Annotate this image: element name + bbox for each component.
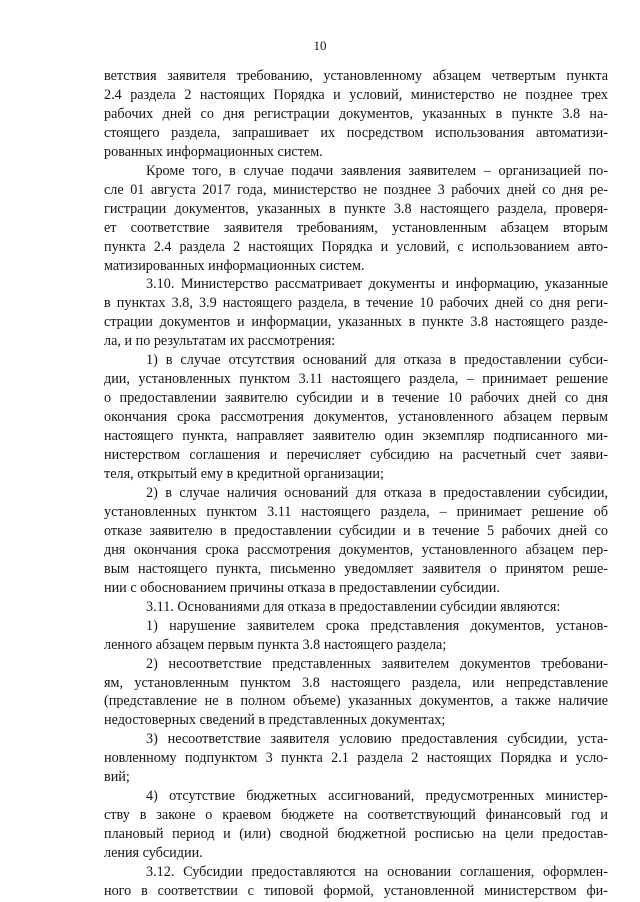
document-body	[104, 67, 608, 901]
text-line: настоящего пункта, направляет заявителю один экземпляр подписанного ми-	[104, 428, 608, 445]
text-line: 1) нарушение заявителем срока представления документов, установ-	[146, 617, 608, 634]
text-line: ла, и по результатам их рассмотрения:	[104, 333, 336, 350]
paragraph	[104, 617, 608, 655]
text-line: ления субсидии.	[104, 845, 203, 862]
text-line: матизированных информационных систем.	[104, 257, 365, 274]
text-line: 3.12. Субсидии предоставляются на основании соглашения, оформлен-	[146, 864, 608, 881]
text-line: Кроме того, в случае подачи заявления заявителем – организацией по-	[146, 162, 608, 179]
text-line: вым настоящего пункта, письменно уведомляет заявителя о принятом реше-	[104, 560, 608, 577]
text-line: ветствия заявителя требованию, установленному абзацем четвертым пункта	[104, 68, 608, 84]
text-line: страции документов и информации, указанных в пункте 3.8 настоящего разде-	[104, 314, 608, 331]
text-line: плановый период и (или) сводной бюджетной росписью на цели предостав-	[104, 826, 608, 843]
text-line: о предоставлении заявителю субсидии и в течение 10 рабочих дней со дня	[104, 390, 608, 407]
text-line: отказе заявителю в предоставлении субсидии и в течение 5 рабочих дней со	[104, 522, 608, 539]
text-line: 4) отсутствие бюджетных ассигнований, предусмотренных министер-	[146, 788, 608, 805]
paragraph	[104, 655, 608, 731]
text-line: ленного абзацем первым пункта 3.8 настоящего раздела;	[104, 636, 447, 653]
text-line: нии с обоснованием причины отказа в предоставлении субсидии.	[104, 579, 500, 596]
text-line: сле 01 августа 2017 года, министерство не позднее 3 рабочих дней со дня ре-	[104, 181, 608, 198]
text-line: в пунктах 3.8, 3.9 настоящего раздела, в течение 10 рабочих дней со дня реги-	[104, 295, 608, 312]
text-line: окончания срока рассмотрения документов, установленного абзацем первым	[104, 409, 608, 426]
text-line: дня окончания срока рассмотрения документов, установленного абзацем пер-	[104, 541, 608, 558]
paragraph	[104, 598, 608, 617]
text-line: ям, установленным пунктом 3.8 настоящего раздела, или непредставление	[104, 674, 608, 691]
text-line: вий;	[104, 769, 130, 786]
text-line: ству в законе о краевом бюджете на соответствующий финансовый год и	[104, 807, 608, 824]
text-line: пункта 2.4 раздела 2 настоящих Порядка и условий, с использованием авто-	[104, 238, 608, 255]
text-line: 1) в случае отсутствия оснований для отказа в предоставлении субси-	[146, 352, 608, 369]
text-line: новленному подпунктом 3 пункта 2.1 раздела 2 настоящих Порядка и усло-	[104, 750, 608, 767]
text-line: теля, открытый ему в кредитной организации;	[104, 466, 384, 483]
text-line: гистрации документов, указанных в пункте 3.8 настоящего раздела, проверя-	[104, 200, 608, 217]
text-line: нистерством соглашения и перечисляет субсидию на расчетный счет заяви-	[104, 447, 608, 464]
text-line: 3.10. Министерство рассматривает документы и информацию, указанные	[146, 276, 608, 293]
text-line: 3) несоответствие заявителя условию предоставления субсидии, уста-	[146, 731, 608, 748]
text-line: 2) в случае наличия оснований для отказа в предоставлении субсидии,	[146, 484, 608, 501]
paragraph	[104, 67, 608, 162]
paragraph	[104, 730, 608, 787]
page-number: 10	[313, 38, 327, 53]
text-line: 3.11. Основаниями для отказа в предоставлении субсидии являются:	[146, 598, 561, 615]
paragraph	[104, 162, 608, 276]
text-line: стоящего раздела, запрашивает их посредством использования автоматизи-	[104, 124, 608, 141]
text-line: 2.4 раздела 2 настоящих Порядка и условий, министерство не позднее трех	[104, 86, 608, 103]
text-line: (представление не в полном объеме) указанных документов, а также наличие	[104, 693, 608, 710]
text-line: ет соответствие заявителя требованиям, установленным абзацем вторым	[104, 219, 608, 236]
text-line: рованных информационных систем.	[104, 143, 323, 160]
text-line: установленных пунктом 3.11 настоящего раздела, – принимает решение об	[104, 503, 608, 520]
paragraph	[104, 863, 608, 901]
paragraph	[104, 351, 608, 484]
paragraph	[104, 275, 608, 351]
paragraph	[104, 484, 608, 598]
paragraph	[104, 787, 608, 863]
text-line: рабочих дней со дня регистрации документов, указанных в пункте 3.8 на-	[104, 105, 608, 122]
text-line: 2) несоответствие представленных заявителем документов требовани-	[146, 655, 608, 672]
text-line: дии, установленных пунктом 3.11 настоящего раздела, – принимает решение	[104, 371, 608, 388]
text-line: ного в соответствии с типовой формой, установленной министерством фи-	[104, 882, 608, 899]
text-line: недостоверных сведений в представленных документах;	[104, 712, 446, 729]
